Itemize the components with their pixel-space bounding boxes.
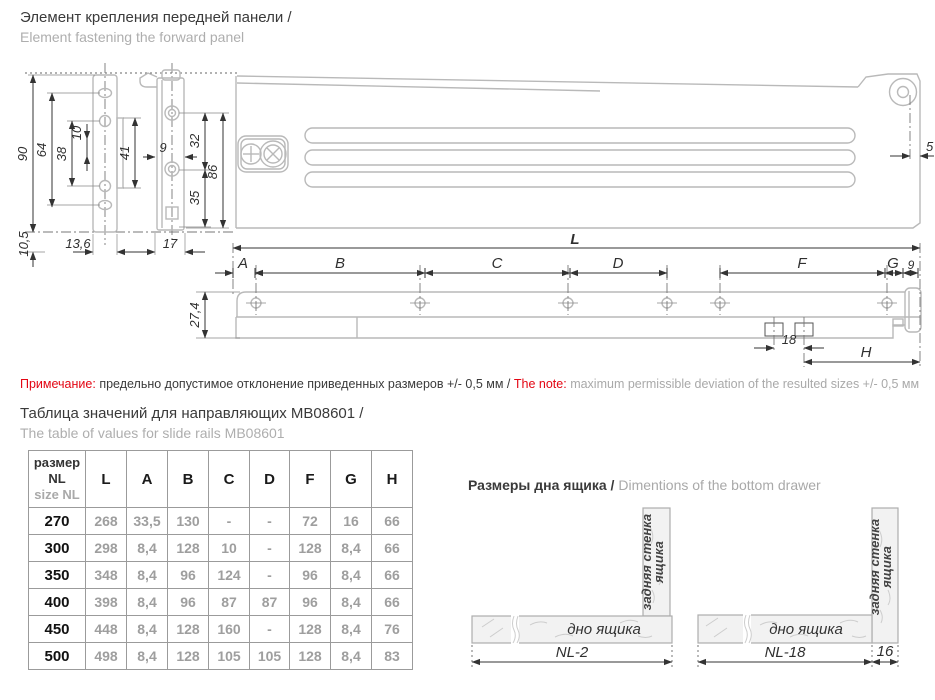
value-cell: 8,4 (331, 589, 372, 616)
table-header-row (29, 451, 413, 508)
page-title (20, 8, 292, 47)
value-cell: 96 (290, 562, 331, 589)
table-row (29, 562, 413, 589)
value-cell: 8,4 (331, 562, 372, 589)
size-cell: 500 (29, 643, 86, 670)
dim-16: 16 (876, 643, 894, 660)
mounting-holes (246, 298, 897, 308)
value-cell: 8,4 (127, 589, 168, 616)
value-cell: 298 (86, 535, 127, 562)
column-header: H (372, 451, 413, 508)
table-row (29, 508, 413, 535)
value-cell: 8,4 (331, 535, 372, 562)
value-cell: 128 (290, 616, 331, 643)
dim-38: 38 (54, 146, 69, 162)
dim-9-front: 9 (159, 140, 167, 155)
value-cell: 96 (168, 589, 209, 616)
rear-wall-label-2: ящика (879, 546, 894, 588)
dim-27-4: 27,4 (187, 302, 202, 328)
column-header: C (209, 451, 250, 508)
dim-35: 35 (187, 190, 202, 206)
dim-nl2: NL-2 (555, 644, 589, 661)
drawer-section-title (468, 477, 821, 493)
value-cell: 130 (168, 508, 209, 535)
value-cell: 128 (168, 535, 209, 562)
value-cell: 128 (290, 535, 331, 562)
value-cell: 498 (86, 643, 127, 670)
dim-10: 10 (69, 125, 84, 141)
size-cell: 400 (29, 589, 86, 616)
dim-41: 41 (117, 145, 132, 161)
value-cell: 66 (372, 589, 413, 616)
size-header-cell (29, 451, 86, 508)
drawer-bottom-drawing (460, 495, 935, 695)
dim-D: D (612, 255, 624, 272)
value-cell: 87 (209, 589, 250, 616)
size-cell: 450 (29, 616, 86, 643)
value-cell: 128 (290, 643, 331, 670)
column-header: D (250, 451, 290, 508)
value-cell: 96 (168, 562, 209, 589)
value-cell: 87 (250, 589, 290, 616)
rear-wall-label-1: задняя стенка (639, 513, 654, 611)
bottom-board-label: дно ящика (567, 621, 641, 638)
value-cell: 83 (372, 643, 413, 670)
column-header: L (86, 451, 127, 508)
value-cell: 398 (86, 589, 127, 616)
value-cell: 105 (209, 643, 250, 670)
dim-90: 90 (15, 146, 30, 162)
size-cell: 300 (29, 535, 86, 562)
drawer-diagram-nl18 (698, 508, 898, 669)
column-header: A (127, 451, 168, 508)
value-cell: - (209, 508, 250, 535)
value-cell: 72 (290, 508, 331, 535)
dim-C: C (491, 255, 503, 272)
bottom-board-label: дно ящика (769, 621, 843, 638)
value-cell: - (250, 616, 290, 643)
table-title (20, 404, 363, 443)
drawer-diagram-nl2 (472, 508, 672, 669)
dim-H: H (860, 344, 872, 361)
value-cell: 66 (372, 535, 413, 562)
note-line (20, 377, 919, 391)
column-header: F (290, 451, 331, 508)
size-cell: 270 (29, 508, 86, 535)
size-table-body (29, 508, 413, 670)
rail-side-view (236, 74, 934, 228)
dim-17: 17 (162, 236, 178, 251)
dim-5: 5 (926, 139, 934, 154)
table-title-en: The table of values for slide rails MB08601 (20, 425, 285, 442)
value-cell: 76 (372, 616, 413, 643)
size-cell: 350 (29, 562, 86, 589)
dim-18: 18 (781, 332, 797, 347)
dim-13-6: 13,6 (65, 236, 91, 251)
value-cell: 8,4 (127, 562, 168, 589)
dim-L: L (570, 231, 580, 248)
value-cell: 8,4 (127, 616, 168, 643)
value-cell: - (250, 562, 290, 589)
value-cell: 128 (168, 616, 209, 643)
value-cell: 96 (290, 589, 331, 616)
table-row (29, 616, 413, 643)
drawer-title-ru: Размеры дна ящика / (468, 477, 615, 493)
dim-F: F (797, 255, 807, 272)
value-cell: 66 (372, 562, 413, 589)
table-row (29, 589, 413, 616)
size-header-nl: NL (48, 470, 66, 486)
front-element-dimensions (15, 75, 229, 267)
dim-B: B (334, 255, 346, 272)
technical-drawing (0, 57, 935, 372)
rear-wall-label-2: ящика (651, 541, 666, 583)
value-cell: 105 (250, 643, 290, 670)
dim-nl18: NL-18 (764, 644, 806, 661)
value-cell: 268 (86, 508, 127, 535)
table-title-ru: Таблица значений для направляющих МВ08601 / (20, 405, 364, 422)
size-header-en: size NL (34, 487, 80, 503)
value-cell: 8,4 (331, 643, 372, 670)
dim-A: A (237, 255, 249, 272)
value-cell: 448 (86, 616, 127, 643)
size-header-ru: размер (33, 454, 81, 470)
note-text-en: maximum permissible deviation of the resulted sizes +/- 0,5 мм (570, 377, 920, 391)
rail-plan-view (187, 231, 921, 367)
note-text-ru: предельно допустимое отклонение приведенных размеров +/- 0,5 мм / (99, 377, 511, 391)
value-cell: 33,5 (127, 508, 168, 535)
table-row (29, 535, 413, 562)
dim-32: 32 (187, 133, 202, 149)
value-cell: 8,4 (331, 616, 372, 643)
value-cell: 348 (86, 562, 127, 589)
value-cell: - (250, 535, 290, 562)
value-cell: 16 (331, 508, 372, 535)
dim-G: G (887, 255, 899, 272)
value-cell: 124 (209, 562, 250, 589)
size-table (28, 450, 413, 670)
column-header: G (331, 451, 372, 508)
rear-wall-label-1: задняя стенка (867, 518, 882, 616)
value-cell: 10 (209, 535, 250, 562)
dim-10-5: 10,5 (16, 231, 31, 257)
dim-9-plan: 9 (907, 258, 915, 272)
dim-86: 86 (205, 164, 220, 180)
page-title-en: Element fastening the forward panel (20, 29, 245, 46)
note-label-ru: Примечание: (20, 377, 96, 391)
value-cell: 8,4 (127, 535, 168, 562)
value-cell: - (250, 508, 290, 535)
value-cell: 8,4 (127, 643, 168, 670)
table-row (29, 643, 413, 670)
value-cell: 128 (168, 643, 209, 670)
drawer-title-en: Dimentions of the bottom drawer (618, 477, 821, 493)
page-title-ru: Элемент крепления передней панели / (20, 9, 292, 26)
dim-64: 64 (34, 142, 49, 158)
column-header: B (168, 451, 209, 508)
value-cell: 160 (209, 616, 250, 643)
value-cell: 66 (372, 508, 413, 535)
note-label-en: The note: (513, 377, 567, 391)
